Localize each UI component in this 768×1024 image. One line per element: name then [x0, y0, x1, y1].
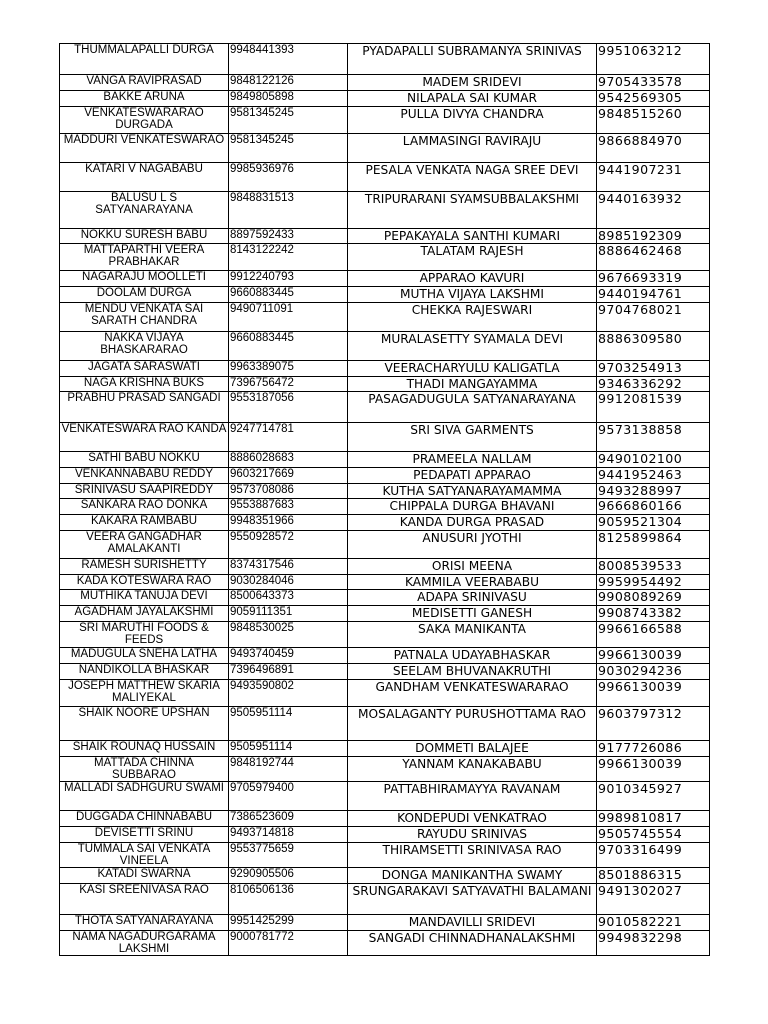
secondary-phone-cell: 9966130039 [597, 679, 710, 706]
primary-name-cell: THUMMALAPALLI DURGA [60, 44, 229, 75]
secondary-phone-cell: 9908743382 [597, 606, 710, 622]
secondary-phone-cell: 9676693319 [597, 271, 710, 287]
secondary-phone-cell: 9573138858 [597, 423, 710, 452]
secondary-name-cell: PESALA VENKATA NAGA SREE DEVI [348, 162, 597, 191]
secondary-name-cell: NILAPALA SAI KUMAR [348, 91, 597, 107]
table-row [60, 740, 710, 756]
table-row [60, 91, 710, 107]
primary-name-cell: SRINIVASU SAAPIREDDY [60, 483, 229, 499]
secondary-phone-cell: 9912081539 [597, 392, 710, 423]
secondary-phone-cell: 9030294236 [597, 664, 710, 680]
table-row [60, 590, 710, 606]
table-row [60, 44, 710, 75]
table-row [60, 244, 710, 271]
secondary-phone-cell: 9505745554 [597, 826, 710, 842]
primary-phone-cell: 9948351966 [229, 514, 348, 530]
primary-name-cell: VANGA RAVIPRASAD [60, 75, 229, 91]
table-row [60, 191, 710, 228]
primary-phone-cell: 9247714781 [229, 423, 348, 452]
table-row [60, 499, 710, 515]
secondary-phone-cell: 9177726086 [597, 740, 710, 756]
secondary-phone-cell: 9703254913 [597, 360, 710, 376]
table-row [60, 883, 710, 914]
primary-phone-cell: 9553187056 [229, 392, 348, 423]
primary-phone-cell: 8374317546 [229, 558, 348, 574]
primary-name-cell: RAMESH SURISHETTY [60, 558, 229, 574]
primary-name-cell: KATARI V NAGABABU [60, 162, 229, 191]
secondary-name-cell: PEPAKAYALA SANTHI KUMARI [348, 228, 597, 244]
secondary-phone-cell: 8886309580 [597, 331, 710, 360]
primary-phone-cell: 9603217669 [229, 467, 348, 483]
primary-phone-cell: 9290905506 [229, 867, 348, 883]
secondary-name-cell: APPARAO KAVURI [348, 271, 597, 287]
secondary-name-cell: TRIPURARANI SYAMSUBBALAKSHMI [348, 191, 597, 228]
contact-table [59, 43, 710, 956]
primary-name-cell: THOTA SATYANARAYANA [60, 914, 229, 930]
table-row [60, 376, 710, 392]
secondary-phone-cell: 9705433578 [597, 75, 710, 91]
primary-phone-cell: 9000781772 [229, 930, 348, 955]
secondary-phone-cell: 8985192309 [597, 228, 710, 244]
secondary-name-cell: MEDISETTI GANESH [348, 606, 597, 622]
table-row [60, 706, 710, 740]
primary-name-cell: PRABHU PRASAD SANGADI [60, 392, 229, 423]
primary-name-cell: NANDIKOLLA BHASKAR [60, 664, 229, 680]
table-row [60, 75, 710, 91]
table-row [60, 574, 710, 590]
primary-name-cell: KATADI SWARNA [60, 867, 229, 883]
secondary-name-cell: PRAMEELA NALLAM [348, 452, 597, 468]
primary-phone-cell: 9705979400 [229, 781, 348, 810]
table-row [60, 162, 710, 191]
table-row [60, 930, 710, 955]
primary-phone-cell: 9849805898 [229, 91, 348, 107]
secondary-phone-cell: 9010345927 [597, 781, 710, 810]
secondary-phone-cell: 8501886315 [597, 867, 710, 883]
secondary-name-cell: MURALASETTY SYAMALA DEVI [348, 331, 597, 360]
secondary-name-cell: LAMMASINGI RAVIRAJU [348, 133, 597, 162]
secondary-phone-cell: 9966130039 [597, 756, 710, 781]
secondary-name-cell: SRI SIVA GARMENTS [348, 423, 597, 452]
secondary-name-cell: SAKA MANIKANTA [348, 622, 597, 648]
primary-phone-cell: 8143122242 [229, 244, 348, 271]
table-row [60, 826, 710, 842]
secondary-phone-cell: 9966166588 [597, 622, 710, 648]
primary-name-cell: DUGGADA CHINNABABU [60, 810, 229, 826]
primary-phone-cell: 7396756472 [229, 376, 348, 392]
secondary-phone-cell: 9491302027 [597, 883, 710, 914]
secondary-phone-cell: 9704768021 [597, 302, 710, 331]
primary-name-cell: BALUSU L S SATYANARAYANA [60, 191, 229, 228]
secondary-phone-cell: 9603797312 [597, 706, 710, 740]
secondary-phone-cell: 9440194761 [597, 287, 710, 303]
secondary-name-cell: SANGADI CHINNADHANALAKSHMI [348, 930, 597, 955]
primary-name-cell: JOSEPH MATTHEW SKARIA MALIYEKAL [60, 679, 229, 706]
secondary-phone-cell: 9010582221 [597, 914, 710, 930]
secondary-name-cell: THIRAMSETTI SRINIVASA RAO [348, 842, 597, 867]
primary-phone-cell: 9030284046 [229, 574, 348, 590]
table-row [60, 781, 710, 810]
secondary-phone-cell: 9908089269 [597, 590, 710, 606]
primary-phone-cell: 9948441393 [229, 44, 348, 75]
secondary-phone-cell: 9848515260 [597, 106, 710, 133]
table-row [60, 271, 710, 287]
secondary-phone-cell: 9703316499 [597, 842, 710, 867]
primary-name-cell: MADDURI VENKATESWARAO [60, 133, 229, 162]
secondary-name-cell: MADEM SRIDEVI [348, 75, 597, 91]
table-row [60, 622, 710, 648]
primary-name-cell: JAGATA SARASWATI [60, 360, 229, 376]
secondary-name-cell: ANUSURI JYOTHI [348, 530, 597, 558]
secondary-phone-cell: 9440163932 [597, 191, 710, 228]
secondary-name-cell: DONGA MANIKANTHA SWAMY [348, 867, 597, 883]
secondary-name-cell: RAYUDU SRINIVAS [348, 826, 597, 842]
primary-name-cell: KAKARA RAMBABU [60, 514, 229, 530]
table-row [60, 106, 710, 133]
table-row [60, 133, 710, 162]
secondary-name-cell: KANDA DURGA PRASAD [348, 514, 597, 530]
secondary-name-cell: PULLA DIVYA CHANDRA [348, 106, 597, 133]
secondary-phone-cell: 9346336292 [597, 376, 710, 392]
secondary-name-cell: SEELAM BHUVANAKRUTHI [348, 664, 597, 680]
primary-name-cell: SHAIK ROUNAQ HUSSAIN [60, 740, 229, 756]
table-row [60, 392, 710, 423]
secondary-name-cell: MANDAVILLI SRIDEVI [348, 914, 597, 930]
primary-phone-cell: 9985936976 [229, 162, 348, 191]
secondary-name-cell: PYADAPALLI SUBRAMANYA SRINIVAS [348, 44, 597, 75]
primary-phone-cell: 9493714818 [229, 826, 348, 842]
table-row [60, 679, 710, 706]
secondary-phone-cell: 9951063212 [597, 44, 710, 75]
secondary-phone-cell: 9493288997 [597, 483, 710, 499]
secondary-name-cell: KAMMILA VEERABABU [348, 574, 597, 590]
table-row [60, 530, 710, 558]
table-row [60, 228, 710, 244]
table-row [60, 331, 710, 360]
primary-name-cell: NAGA KRISHNA BUKS [60, 376, 229, 392]
secondary-phone-cell: 8886462468 [597, 244, 710, 271]
secondary-name-cell: PEDAPATI APPARAO [348, 467, 597, 483]
primary-phone-cell: 8106506136 [229, 883, 348, 914]
primary-name-cell: VENKANNABABU REDDY [60, 467, 229, 483]
table-row [60, 423, 710, 452]
contact-table-body [60, 44, 710, 956]
primary-phone-cell: 9505951114 [229, 706, 348, 740]
primary-name-cell: NAGARAJU MOOLLETI [60, 271, 229, 287]
secondary-phone-cell: 9949832298 [597, 930, 710, 955]
secondary-phone-cell: 9059521304 [597, 514, 710, 530]
secondary-name-cell: VEERACHARYULU KALIGATLA [348, 360, 597, 376]
primary-name-cell: MALLADI SADHGURU SWAMI [60, 781, 229, 810]
secondary-phone-cell: 9490102100 [597, 452, 710, 468]
table-row [60, 483, 710, 499]
secondary-phone-cell: 9441952463 [597, 467, 710, 483]
primary-name-cell: MUTHIKA TANUJA DEVI [60, 590, 229, 606]
secondary-name-cell: YANNAM KANAKABABU [348, 756, 597, 781]
secondary-phone-cell: 9989810817 [597, 810, 710, 826]
secondary-name-cell: PATNALA UDAYABHASKAR [348, 648, 597, 664]
secondary-name-cell: TALATAM RAJESH [348, 244, 597, 271]
primary-phone-cell: 9059111351 [229, 606, 348, 622]
table-row [60, 810, 710, 826]
primary-name-cell: DEVISETTI SRINU [60, 826, 229, 842]
primary-phone-cell: 9493740459 [229, 648, 348, 664]
secondary-name-cell: CHEKKA RAJESWARI [348, 302, 597, 331]
primary-phone-cell: 9848831513 [229, 191, 348, 228]
secondary-name-cell: PASAGADUGULA SATYANARAYANA [348, 392, 597, 423]
primary-phone-cell: 9848192744 [229, 756, 348, 781]
secondary-phone-cell: 9966130039 [597, 648, 710, 664]
primary-phone-cell: 9912240793 [229, 271, 348, 287]
primary-name-cell: SHAIK NOORE UPSHAN [60, 706, 229, 740]
secondary-name-cell: GANDHAM VENKATESWARARAO [348, 679, 597, 706]
primary-phone-cell: 7386523609 [229, 810, 348, 826]
secondary-name-cell: CHIPPALA DURGA BHAVANI [348, 499, 597, 515]
table-row [60, 842, 710, 867]
primary-name-cell: SRI MARUTHI FOODS & FEEDS [60, 622, 229, 648]
primary-phone-cell: 8500643373 [229, 590, 348, 606]
primary-phone-cell: 8897592433 [229, 228, 348, 244]
table-row [60, 302, 710, 331]
secondary-name-cell: ORISI MEENA [348, 558, 597, 574]
primary-phone-cell: 9550928572 [229, 530, 348, 558]
secondary-name-cell: KONDEPUDI VENKATRAO [348, 810, 597, 826]
table-row [60, 664, 710, 680]
primary-name-cell: NAKKA VIJAYA BHASKARARAO [60, 331, 229, 360]
primary-phone-cell: 9573708086 [229, 483, 348, 499]
secondary-name-cell: MOSALAGANTY PURUSHOTTAMA RAO [348, 706, 597, 740]
secondary-name-cell: PATTABHIRAMAYYA RAVANAM [348, 781, 597, 810]
secondary-phone-cell: 8008539533 [597, 558, 710, 574]
secondary-name-cell: ADAPA SRINIVASU [348, 590, 597, 606]
primary-phone-cell: 9553775659 [229, 842, 348, 867]
secondary-phone-cell: 9959954492 [597, 574, 710, 590]
primary-phone-cell: 9660883445 [229, 331, 348, 360]
primary-phone-cell: 9490711091 [229, 302, 348, 331]
primary-phone-cell: 9581345245 [229, 106, 348, 133]
primary-name-cell: TUMMALA SAI VENKATA VINEELA [60, 842, 229, 867]
primary-name-cell: VENKATESWARA RAO KANDA [60, 423, 229, 452]
primary-phone-cell: 7396496891 [229, 664, 348, 680]
primary-name-cell: NOKKU SURESH BABU [60, 228, 229, 244]
primary-name-cell: MATTAPARTHI VEERA PRABHAKAR [60, 244, 229, 271]
primary-phone-cell: 9553887683 [229, 499, 348, 515]
primary-phone-cell: 9963389075 [229, 360, 348, 376]
secondary-name-cell: SRUNGARAKAVI SATYAVATHI BALAMANI [348, 883, 597, 914]
primary-name-cell: VENKATESWARARAO DURGADA [60, 106, 229, 133]
primary-phone-cell: 9848122126 [229, 75, 348, 91]
table-row [60, 558, 710, 574]
table-row [60, 514, 710, 530]
primary-phone-cell: 8886028683 [229, 452, 348, 468]
table-row [60, 648, 710, 664]
primary-phone-cell: 9505951114 [229, 740, 348, 756]
table-row [60, 287, 710, 303]
secondary-name-cell: DOMMETI BALAJEE [348, 740, 597, 756]
primary-name-cell: DOOLAM DURGA [60, 287, 229, 303]
secondary-name-cell: THADI MANGAYAMMA [348, 376, 597, 392]
secondary-name-cell: MUTHA VIJAYA LAKSHMI [348, 287, 597, 303]
primary-name-cell: SATHI BABU NOKKU [60, 452, 229, 468]
primary-name-cell: VEERA GANGADHAR AMALAKANTI [60, 530, 229, 558]
table-row [60, 756, 710, 781]
table-row [60, 867, 710, 883]
secondary-phone-cell: 9441907231 [597, 162, 710, 191]
primary-name-cell: KADA KOTESWARA RAO [60, 574, 229, 590]
primary-name-cell: BAKKE ARUNA [60, 91, 229, 107]
primary-name-cell: SANKARA RAO DONKA [60, 499, 229, 515]
primary-phone-cell: 9848530025 [229, 622, 348, 648]
primary-name-cell: MADUGULA SNEHA LATHA [60, 648, 229, 664]
secondary-phone-cell: 9866884970 [597, 133, 710, 162]
primary-name-cell: NAMA NAGADURGARAMA LAKSHMI [60, 930, 229, 955]
table-row [60, 452, 710, 468]
primary-name-cell: MATTADA CHINNA SUBBARAO [60, 756, 229, 781]
primary-phone-cell: 9581345245 [229, 133, 348, 162]
primary-name-cell: KASI SREENIVASA RAO [60, 883, 229, 914]
table-row [60, 606, 710, 622]
primary-name-cell: AGADHAM JAYALAKSHMI [60, 606, 229, 622]
secondary-name-cell: KUTHA SATYANARAYAMAMMA [348, 483, 597, 499]
table-row [60, 467, 710, 483]
primary-phone-cell: 9493590802 [229, 679, 348, 706]
table-row [60, 914, 710, 930]
secondary-phone-cell: 8125899864 [597, 530, 710, 558]
secondary-phone-cell: 9542569305 [597, 91, 710, 107]
primary-phone-cell: 9951425299 [229, 914, 348, 930]
primary-phone-cell: 9660883445 [229, 287, 348, 303]
secondary-phone-cell: 9666860166 [597, 499, 710, 515]
table-row [60, 360, 710, 376]
primary-name-cell: MENDU VENKATA SAI SARATH CHANDRA [60, 302, 229, 331]
